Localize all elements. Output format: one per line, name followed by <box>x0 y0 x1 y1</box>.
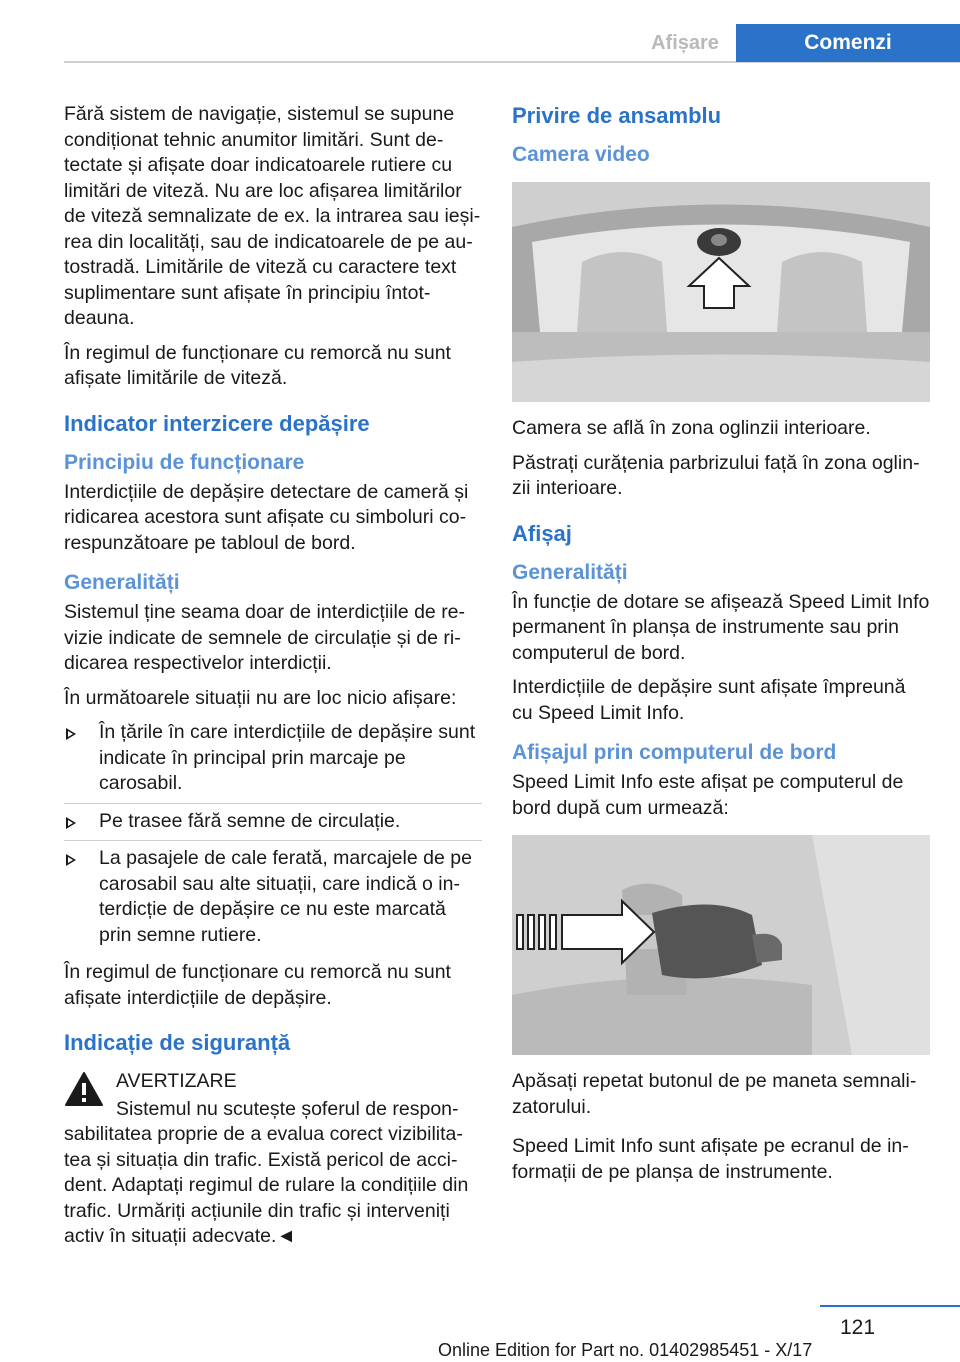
subsection-heading: Principiu de funcționare <box>64 450 305 474</box>
subsection-heading: Generalități <box>512 560 628 584</box>
section-heading: Afișaj <box>512 520 572 546</box>
subsection-heading: Camera video <box>512 143 650 166</box>
paragraph: În regimul de funcționare cu remorcă nu sunt afișate interdicțiile de depășire. <box>64 961 451 1009</box>
paragraph: Speed Limit Info sunt afișate pe ecranul de informații de pe planșa de instrumente. <box>512 1135 909 1183</box>
paragraph: Interdicțiile de depășire sunt afișate împreună cu Speed Limit Info. <box>512 676 906 724</box>
paragraph: Păstrați curățenia parbrizului față în zona oglinzii interioare. <box>512 451 920 499</box>
paragraph: Interdicțiile de depășire detectare de cameră și ridicarea acestora sunt afișate cu simboluri corespunzătoare pe tabloul de bord. <box>64 480 469 554</box>
warning-triangle-icon <box>64 1071 104 1107</box>
section-heading: Indicație de siguranță <box>64 1030 291 1055</box>
subsection-heading: Afișajul prin computerul de bord <box>512 741 837 764</box>
tab-comenzi[interactable]: Comenzi <box>736 24 960 62</box>
paragraph: În regimul de funcționare cu remorcă nu sunt afișate limitările de viteză. <box>64 341 451 389</box>
list-item: La pasajele de cale ferată, marcajele de pe carosabil sau alte situații, care indică o interdicție de depășire ce nu este marcată prin semne rutiere. <box>64 846 482 948</box>
list-item: Pe trasee fără semne de circulație. <box>64 809 482 835</box>
tab-afisare[interactable]: Afișare <box>651 31 719 54</box>
page-number: 121 <box>840 1316 876 1339</box>
left-column <box>64 102 482 1259</box>
turn-signal-lever-image <box>512 835 930 1055</box>
edition-text: Online Edition for Part no. 01402985451 - X/17 <box>438 1340 813 1360</box>
right-column <box>512 102 930 1194</box>
paragraph: Apăsați repetat butonul de pe maneta semnalizatorului. <box>512 1070 917 1118</box>
section-heading: Privire de ansamblu <box>512 103 722 128</box>
paragraph: Fără sistem de navigație, sistemul se supune condiționat tehnic anumitor limitări. Sunt detectate și afișate doar indicatoarele rutiere cu limitări de viteză. Nu are loc afișarea limitărilor de viteză semnalizate de ex. la intrarea sau ieșirea din localități, sau de indicatoarele de pe autostradă. Limitările de viteză cu caractere text suplimentare sunt afișate în principiu întotdeauna. <box>64 103 481 329</box>
warning-text: Sistemul nu scutește șoferul de responsabilitatea proprie de a evalua corect vizibilitatea și situația din trafic. Există pericol de accident. Adaptați regimul de rulare la condițiile din trafic. Urmăriți acțiunile din trafic și interveniți activ în situații adecvate.◄ <box>64 1097 469 1247</box>
footer-accent-line <box>820 1305 960 1307</box>
paragraph: În următoarele situații nu are loc nicio afișare: <box>64 686 457 709</box>
subsection-heading: Generalități <box>64 571 180 594</box>
paragraph: Speed Limit Info este afișat pe computerul de bord după cum urmează: <box>512 771 904 819</box>
section-heading: Indicator interzicere depășire <box>64 410 370 436</box>
warning-block <box>64 1069 482 1250</box>
bullet-list <box>64 720 482 948</box>
paragraph: În funcție de dotare se afișează Speed Limit Info permanent în planșa de instrumente sau prin computerul de bord. <box>512 590 930 664</box>
bullet-triangle-icon <box>66 817 76 829</box>
camera-windshield-image <box>512 182 930 402</box>
list-item: În țările în care interdicțiile de depășire sunt indicate în principal prin marcaje pe carosabil. <box>64 720 482 797</box>
warning-title: AVERTIZARE <box>116 1070 237 1092</box>
paragraph: Camera se află în zona oglinzii interioare. <box>512 417 871 439</box>
bullet-triangle-icon <box>66 728 76 740</box>
paragraph: Sistemul ține seama doar de interdicțiile de revizie indicate de semnele de circulație și de ridicarea respectivelor interdicții. <box>64 601 466 674</box>
bullet-triangle-icon <box>66 854 76 866</box>
